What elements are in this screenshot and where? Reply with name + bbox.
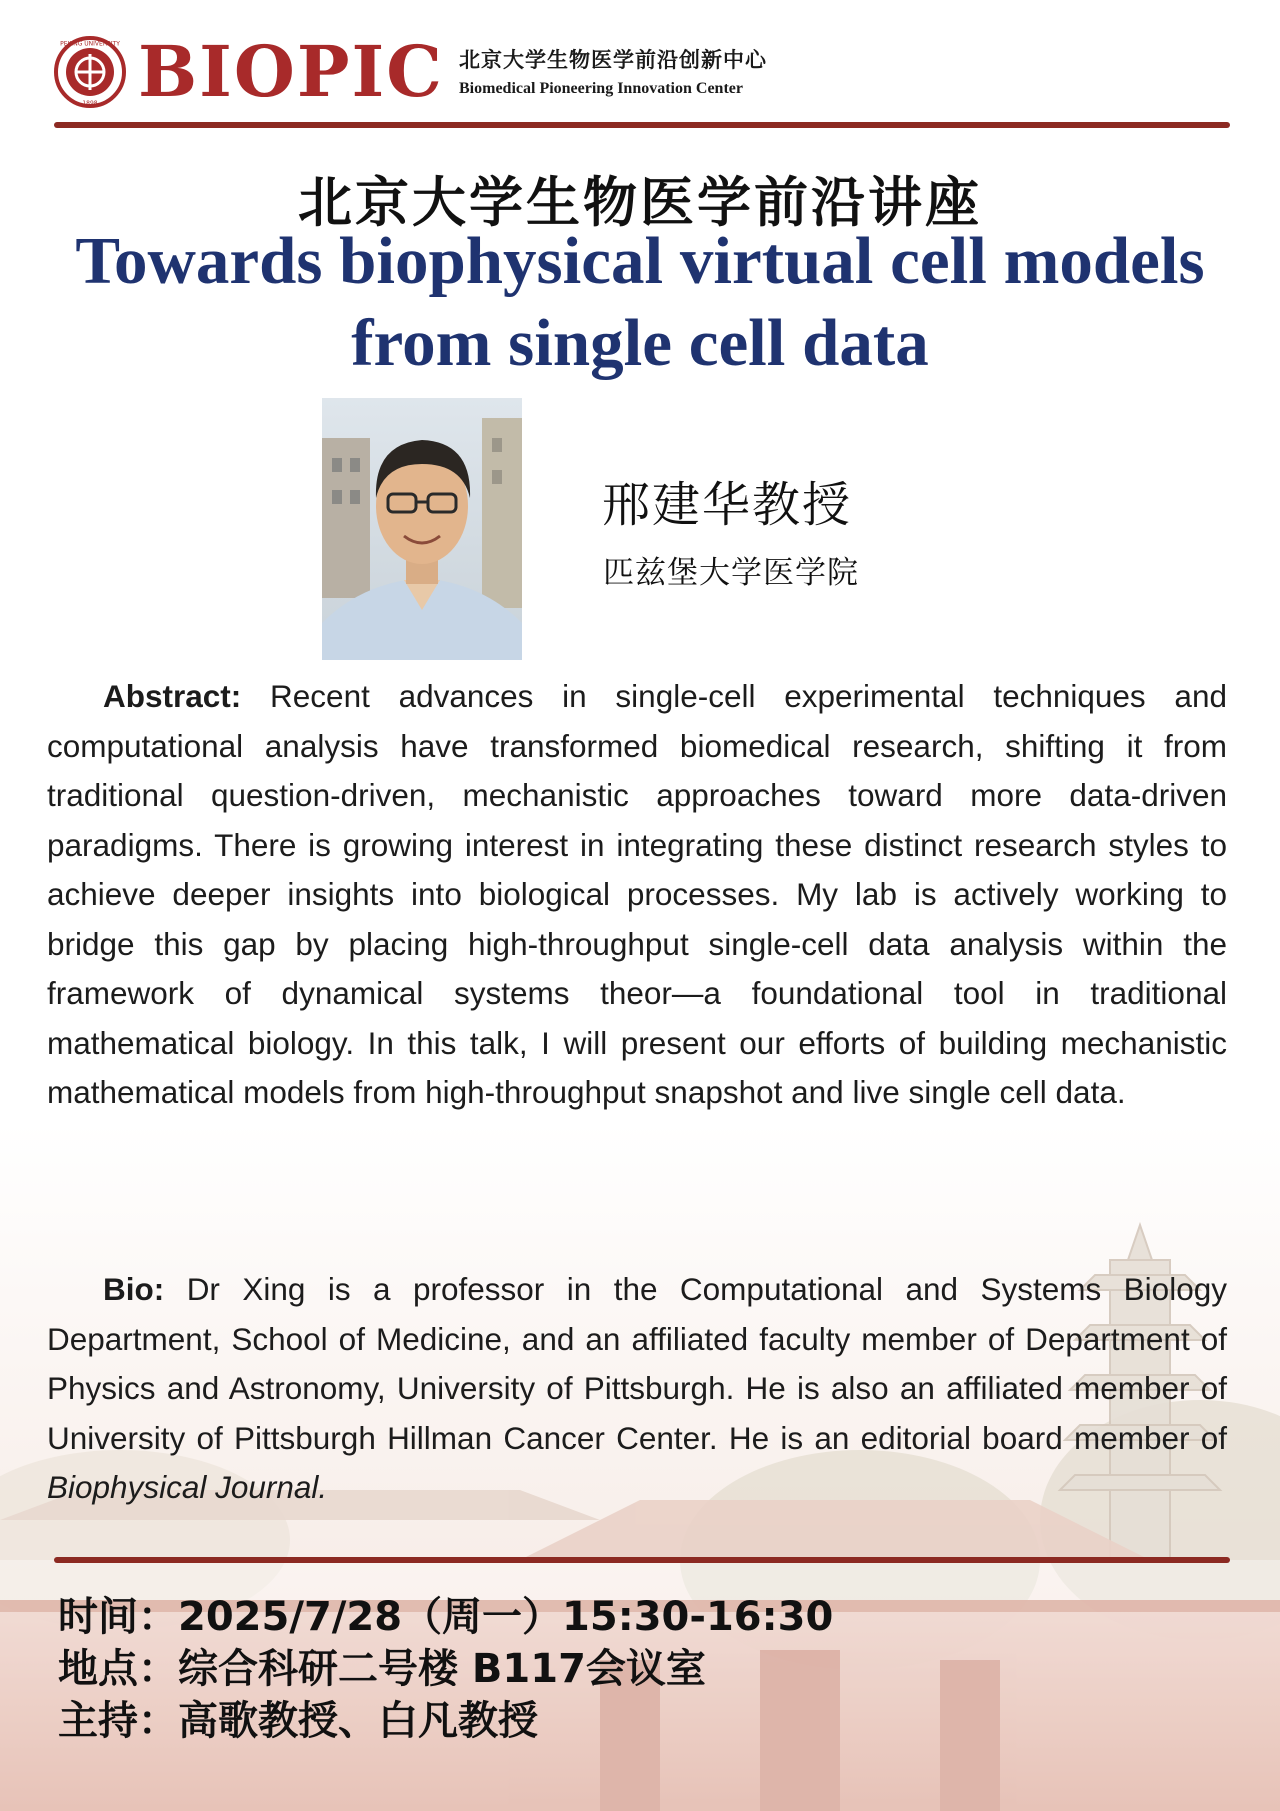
event-host [58, 1689, 538, 1746]
header-divider [54, 122, 1230, 128]
place-label: 地点： [58, 1646, 178, 1692]
seal-year: 1898 [82, 100, 98, 107]
place-value: 综合科研二号楼 B117会议室 [178, 1646, 706, 1692]
bio-paragraph [47, 1265, 1227, 1513]
talk-title-line-2: from single cell data [351, 306, 929, 380]
time-value: 2025/7/28（周一）15:30-16:30 [178, 1594, 834, 1640]
bio-text: Dr Xing is a professor in the Computational and Systems Biology Department, School of Medicine, and an affiliated faculty member of Department of Physics and Astronomy, University of Pittsburgh. He is also an affiliated member of University of Pittsburgh Hillman Cancer Center. He is an editorial board member of [47, 1271, 1227, 1456]
biopic-logo-text: BIOPIC [138, 30, 444, 113]
talk-title-line-1: Towards biophysical virtual cell models [75, 224, 1205, 298]
org-name-cn: 北京大学生物医学前沿创新中心 [459, 48, 767, 72]
talk-title [40, 220, 1240, 384]
speaker-photo [322, 398, 522, 660]
bio-label: Bio: [103, 1271, 165, 1307]
peking-university-seal [54, 36, 126, 108]
abstract-paragraph [47, 672, 1227, 1118]
org-name-en: Biomedical Pioneering Innovation Center [459, 80, 743, 97]
footer-divider [54, 1557, 1230, 1563]
seal-text: PEKING UNIVERSITY [60, 40, 120, 48]
header-logo [54, 30, 794, 113]
abstract-label: Abstract: [103, 678, 242, 714]
host-label: 主持： [58, 1698, 178, 1744]
speaker-affiliation: 匹兹堡大学医学院 [603, 555, 859, 591]
time-label: 时间： [58, 1594, 178, 1640]
abstract-text: Recent advances in single-cell experimental techniques and computational analysis have transformed biomedical research, shifting it from traditional question-driven, mechanistic approaches toward more data-driven paradigms. There is growing interest in integrating these distinct research styles to achieve deeper insights into biological processes. My lab is actively working to bridge this gap by placing high-throughput single-cell data analysis within the framework of dynamical systems theor—a foundational tool in traditional mathematical biology. In this talk, I will present our efforts of building mechanistic mathematical models from high-throughput snapshot and live single cell data. [47, 678, 1227, 1110]
bio-journal: Biophysical Journal. [47, 1469, 328, 1505]
host-value: 高歌教授、白凡教授 [178, 1698, 538, 1744]
event-time [58, 1585, 833, 1642]
series-title: 北京大学生物医学前沿讲座 [298, 171, 982, 234]
event-place [58, 1637, 706, 1694]
speaker-name: 邢建华教授 [602, 477, 853, 533]
